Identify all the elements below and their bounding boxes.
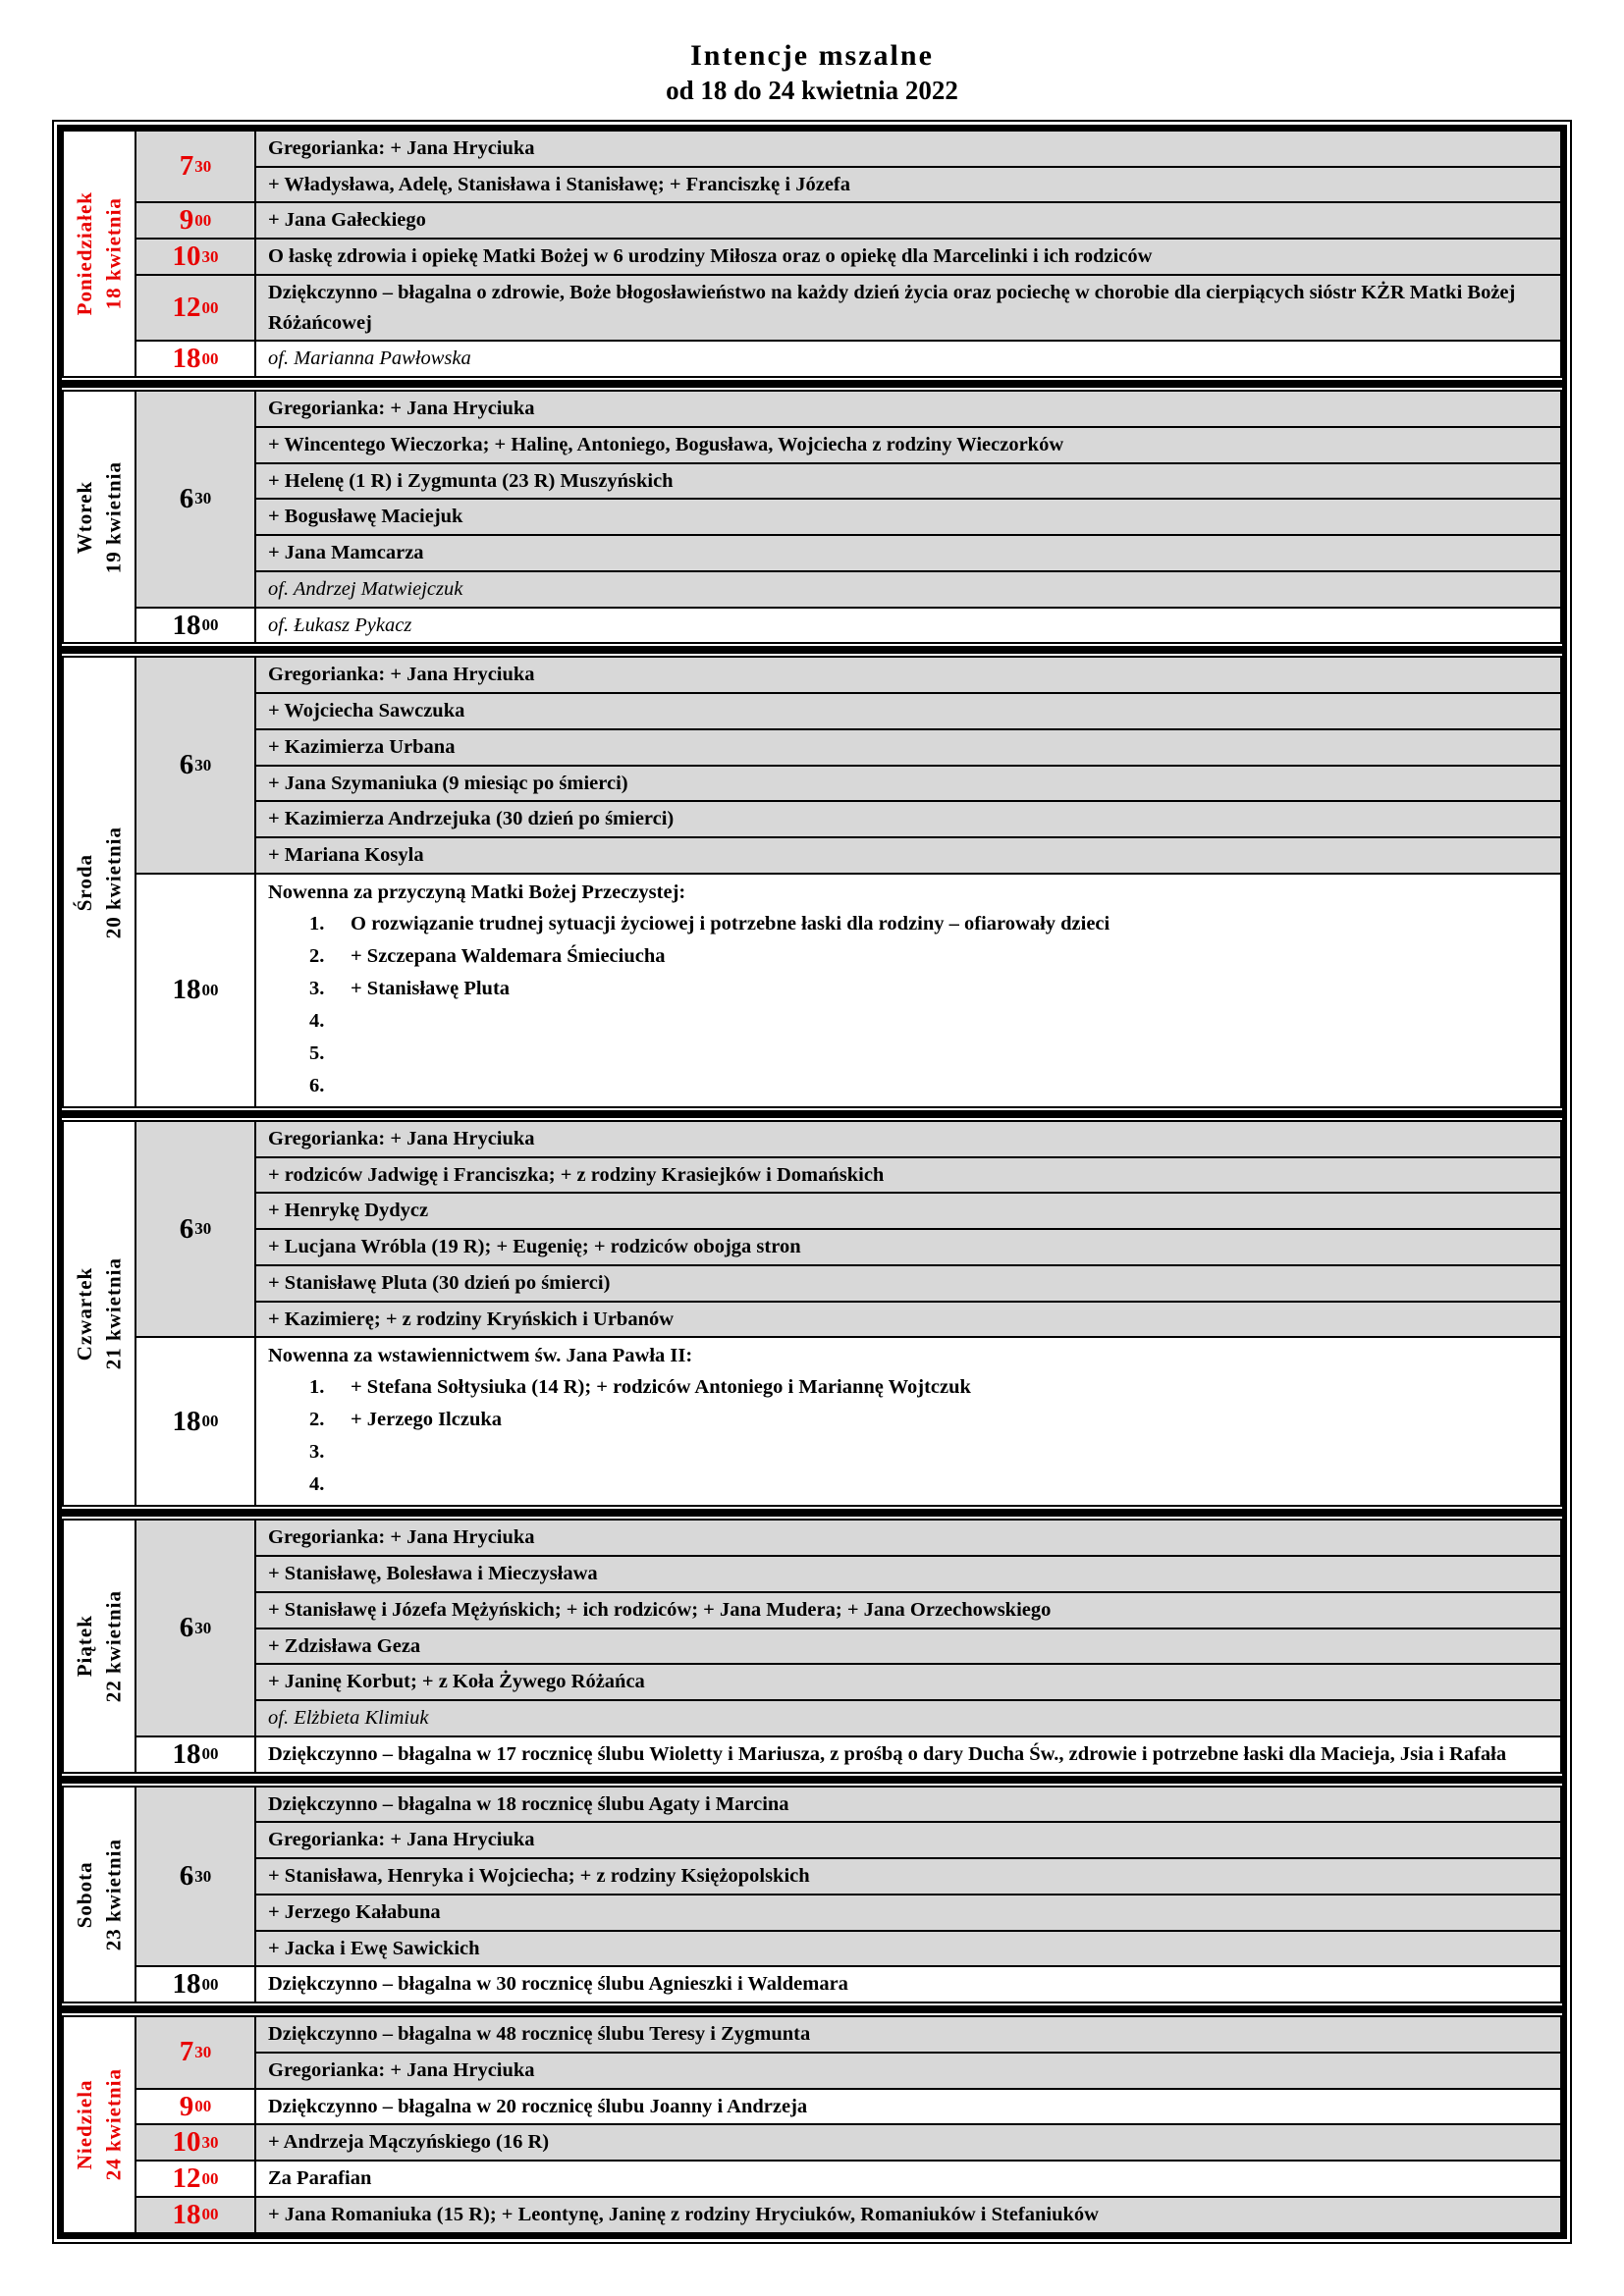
- intention-row: [256, 392, 1560, 426]
- time-cell: 18 00: [136, 1737, 254, 1772]
- day-section: [62, 1120, 1562, 1508]
- intention-row: [256, 1557, 1560, 1591]
- nowenna-cell: [256, 1338, 1560, 1505]
- intention-text: of. Łukasz Pykacz: [268, 614, 412, 636]
- day-section: [62, 2015, 1562, 2234]
- time-cell: 9 00: [136, 2090, 254, 2124]
- day-section: [62, 1786, 1562, 2004]
- section-separator: [62, 1509, 1562, 1517]
- entry-number: 1.: [309, 912, 325, 934]
- time-cell: 10 30: [136, 240, 254, 274]
- time-hours: 18: [172, 343, 201, 375]
- entry-text: + Stanisławę Pluta: [351, 977, 511, 999]
- time-cell: 6 30: [136, 1788, 254, 1966]
- intention-row: [256, 1701, 1560, 1735]
- intention-row: [256, 838, 1560, 873]
- intention-row: [256, 428, 1560, 462]
- time-hours: 10: [172, 2126, 201, 2159]
- intention-text: + Henrykę Dydycz: [268, 1200, 429, 1222]
- day-name: Sobota: [72, 1860, 96, 1928]
- intention-text: Za Parafian: [268, 2167, 372, 2190]
- day-cell: [64, 1122, 135, 1506]
- intention-text: Gregorianka: + Jana Hryciuka: [268, 1526, 535, 1549]
- intention-row: [256, 730, 1560, 765]
- intention-text: + Stanisławę i Józefa Mężyńskich; + ich rodziców; + Jana Mudera; + Jana Orzechowskiego: [268, 1598, 1052, 1621]
- entry-number: 1.: [309, 1376, 325, 1399]
- day-cell: [64, 658, 135, 1106]
- intention-text: Dziękczynno – błagalna w 20 rocznicę ślubu Joanny i Andrzeja: [268, 2095, 808, 2117]
- nowenna-entry: [309, 1071, 1548, 1103]
- time-cell: 7 30: [136, 2017, 254, 2088]
- intention-row: [256, 1932, 1560, 1966]
- section-separator: [62, 1110, 1562, 1118]
- intention-row: [256, 1593, 1560, 1628]
- nowenna-entry: [309, 1437, 1548, 1469]
- intention-text: + Jerzego Kałabuna: [268, 1900, 441, 1923]
- time-hours: 18: [172, 974, 201, 1006]
- intention-text: + Wincentego Wieczorka; + Halinę, Antoniego, Bogusława, Wojciecha z rodziny Wieczorków: [268, 433, 1064, 455]
- intention-row: [256, 1737, 1560, 1772]
- nowenna-entry: [309, 1469, 1548, 1502]
- intention-row: [256, 2090, 1560, 2124]
- intention-text: of. Marianna Pawłowska: [268, 347, 471, 370]
- time-hours: 9: [179, 2090, 194, 2122]
- intention-row: [256, 2125, 1560, 2160]
- intention-row: [256, 1158, 1560, 1193]
- intention-row: [256, 276, 1560, 341]
- intention-row: [256, 2162, 1560, 2196]
- time-hours: 9: [179, 204, 194, 237]
- intention-row: [256, 1521, 1560, 1555]
- time-hours: 18: [172, 1737, 201, 1770]
- intention-text: + Jana Mamcarza: [268, 542, 424, 564]
- time-hours: 6: [179, 482, 194, 514]
- day-section: [62, 1519, 1562, 1773]
- intention-text: + Jana Romaniuka (15 R); + Leontynę, Janinę z rodziny Hryciuków, Romaniuków i Stefaniuków: [268, 2203, 1099, 2225]
- intention-row: [256, 1266, 1560, 1301]
- intention-text: Gregorianka: + Jana Hryciuka: [268, 1127, 535, 1149]
- intention-row: [256, 2198, 1560, 2232]
- day-date: 24 kwietnia: [101, 2068, 125, 2181]
- intention-text: Dziękczynno – błagalna o zdrowie, Boże błogosławieństwo na każdy dzień życia oraz pociechę w chorobie dla cierpiących sióstr KŻR Matki Bożej Różańcowej: [268, 281, 1516, 334]
- entry-number: 3.: [309, 977, 325, 999]
- nowenna-entry: [309, 941, 1548, 974]
- time-cell: 6 30: [136, 1521, 254, 1735]
- day-name: Wtorek: [72, 480, 96, 554]
- nowenna-entry: [309, 1372, 1548, 1405]
- intention-row: [256, 240, 1560, 274]
- time-hours: 12: [172, 2163, 201, 2195]
- time-hours: 18: [172, 1405, 201, 1437]
- day-date: 20 kwietnia: [101, 826, 125, 938]
- intention-row: [256, 1859, 1560, 1894]
- intention-text: Gregorianka: + Jana Hryciuka: [268, 136, 535, 159]
- time-cell: 7 30: [136, 132, 254, 202]
- nowenna-title: Nowenna za wstawiennictwem św. Jana Pawła II:: [268, 1345, 693, 1367]
- entry-text: + Stefana Sołtysiuka (14 R); + rodziców Antoniego i Mariannę Wojtczuk: [351, 1376, 971, 1399]
- intention-row: [256, 658, 1560, 692]
- entry-number: 2.: [309, 944, 325, 967]
- intention-row: [256, 1665, 1560, 1699]
- intention-text: + Kazimierę; + z rodziny Kryńskich i Urbanów: [268, 1308, 675, 1330]
- nowenna-entry: [309, 909, 1548, 941]
- intention-row: [256, 2054, 1560, 2088]
- intention-text: Dziękczynno – błagalna w 48 rocznicę ślubu Teresy i Zygmunta: [268, 2023, 811, 2046]
- nowenna-cell: [256, 875, 1560, 1106]
- day-name: Poniedziałek: [72, 191, 96, 316]
- intention-text: + Bogusławę Maciejuk: [268, 506, 463, 528]
- time-hours: 6: [179, 1212, 194, 1245]
- intention-row: [256, 1896, 1560, 1930]
- day-cell: [64, 1521, 135, 1771]
- intention-text: O łaskę zdrowia i opiekę Matki Bożej w 6 urodziny Miłosza oraz o opiekę dla Marcelinki i ich rodziców: [268, 245, 1153, 268]
- time-hours: 7: [179, 150, 194, 183]
- time-hours: 6: [179, 1612, 194, 1644]
- day-section: [62, 130, 1562, 378]
- intention-text: Gregorianka: + Jana Hryciuka: [268, 664, 535, 686]
- intention-text: + Zdzisława Geza: [268, 1634, 421, 1657]
- day-cell: [64, 132, 135, 376]
- intention-text: + Kazimierza Andrzejuka (30 dzień po śmierci): [268, 808, 675, 830]
- time-hours: 10: [172, 240, 201, 273]
- entry-number: 5.: [309, 1041, 325, 1064]
- day-date: 23 kwietnia: [101, 1838, 125, 1951]
- document-header: [0, 37, 1624, 106]
- time-hours: 18: [172, 1968, 201, 2001]
- day-label: [71, 2068, 129, 2180]
- time-hours: 12: [172, 292, 201, 324]
- intention-row: [256, 500, 1560, 534]
- intention-row: [256, 536, 1560, 570]
- intention-text: + Władysława, Adelę, Stanisława i Stanisławę; + Franciszkę i Józefa: [268, 173, 850, 195]
- day-section: [62, 390, 1562, 644]
- intention-text: Dziękczynno – błagalna w 18 rocznicę ślubu Agaty i Marcina: [268, 1792, 789, 1815]
- entry-text: O rozwiązanie trudnej sytuacji życiowej i potrzebne łaski dla rodziny – ofiarowały dzieci: [351, 912, 1110, 934]
- time-cell: 12 00: [136, 276, 254, 341]
- time-cell: 18 00: [136, 342, 254, 376]
- day-label: [71, 191, 129, 315]
- intention-row: [256, 572, 1560, 607]
- entry-number: 2.: [309, 1409, 325, 1431]
- intention-text: + Stanisławę, Bolesława i Mieczysława: [268, 1563, 598, 1585]
- day-date: 19 kwietnia: [101, 460, 125, 573]
- schedule-table-frame: [52, 120, 1572, 2244]
- nowenna-entry: [309, 1006, 1548, 1039]
- day-name: Środa: [72, 853, 96, 911]
- intention-row: [256, 802, 1560, 836]
- page-title: Intencje mszalne: [690, 39, 934, 72]
- intention-row: [256, 1194, 1560, 1228]
- intention-row: [256, 1629, 1560, 1664]
- day-name: Piątek: [72, 1615, 96, 1678]
- day-name: Czwartek: [72, 1266, 96, 1361]
- intention-row: [256, 1788, 1560, 1822]
- day-cell: [64, 1788, 135, 2002]
- entry-number: 3.: [309, 1441, 325, 1464]
- section-separator: [62, 646, 1562, 654]
- intention-text: + rodziców Jadwigę i Franciszka; + z rodziny Krasiejków i Domańskich: [268, 1163, 885, 1186]
- schedule-table: [57, 125, 1567, 2239]
- time-hours: 6: [179, 749, 194, 781]
- time-cell: 6 30: [136, 658, 254, 873]
- entry-text: + Szczepana Waldemara Śmieciucha: [351, 944, 666, 967]
- intention-row: [256, 168, 1560, 202]
- entry-number: 6.: [309, 1074, 325, 1096]
- page-subtitle: od 18 do 24 kwietnia 2022: [666, 75, 958, 105]
- intention-row: [256, 1823, 1560, 1857]
- intention-row: [256, 1122, 1560, 1156]
- intention-row: [256, 694, 1560, 728]
- nowenna-entry: [309, 1405, 1548, 1437]
- time-cell: 12 00: [136, 2162, 254, 2196]
- intention-text: + Andrzeja Mączyńskiego (16 R): [268, 2131, 550, 2154]
- time-cell: 9 00: [136, 203, 254, 238]
- time-cell: 18 00: [136, 875, 254, 1106]
- intention-row: [256, 609, 1560, 643]
- day-date: 21 kwietnia: [101, 1257, 125, 1370]
- time-cell: 18 00: [136, 1338, 254, 1505]
- intention-row: [256, 464, 1560, 499]
- intention-text: Dziękczynno – błagalna w 30 rocznicę ślubu Agnieszki i Waldemara: [268, 1973, 848, 1996]
- section-separator: [62, 2005, 1562, 2013]
- intention-row: [256, 132, 1560, 166]
- intention-text: + Stanisława, Henryka i Wojciecha; + z rodziny Księżopolskich: [268, 1865, 810, 1888]
- time-hours: 7: [179, 2036, 194, 2068]
- intention-text: of. Elżbieta Klimiuk: [268, 1707, 429, 1730]
- time-cell: 6 30: [136, 1122, 254, 1337]
- intention-row: [256, 1967, 1560, 2002]
- intention-text: + Jana Szymaniuka (9 miesiąc po śmierci): [268, 772, 628, 794]
- intention-text: Gregorianka: + Jana Hryciuka: [268, 2058, 535, 2081]
- time-cell: 6 30: [136, 392, 254, 607]
- intention-text: Gregorianka: + Jana Hryciuka: [268, 1829, 535, 1851]
- time-cell: 18 00: [136, 2198, 254, 2232]
- time-cell: 10 30: [136, 2125, 254, 2160]
- intention-text: of. Andrzej Matwiejczuk: [268, 577, 463, 600]
- intention-text: + Lucjana Wróbla (19 R); + Eugenię; + rodziców obojga stron: [268, 1236, 801, 1258]
- intention-row: [256, 2017, 1560, 2052]
- day-label: [71, 461, 129, 573]
- time-hours: 18: [172, 609, 201, 641]
- intention-row: [256, 203, 1560, 238]
- intention-text: + Jacka i Ewę Sawickich: [268, 1937, 480, 1959]
- entry-number: 4.: [309, 1473, 325, 1496]
- day-cell: [64, 2017, 135, 2232]
- intention-text: + Kazimierza Urbana: [268, 735, 456, 758]
- time-cell: 18 00: [136, 609, 254, 643]
- intention-text: Gregorianka: + Jana Hryciuka: [268, 398, 535, 420]
- section-separator: [62, 380, 1562, 388]
- day-section: [62, 656, 1562, 1108]
- intention-row: [256, 342, 1560, 376]
- day-date: 22 kwietnia: [101, 1589, 125, 1703]
- day-date: 18 kwietnia: [101, 197, 125, 310]
- entry-text: + Jerzego Ilczuka: [351, 1409, 503, 1431]
- intention-text: + Wojciecha Sawczuka: [268, 700, 465, 722]
- time-cell: 18 00: [136, 1967, 254, 2002]
- intention-text: + Mariana Kosyla: [268, 844, 424, 867]
- intention-row: [256, 1303, 1560, 1337]
- day-label: [71, 1257, 129, 1369]
- intention-row: [256, 767, 1560, 801]
- intention-row: [256, 1230, 1560, 1264]
- intention-text: Dziękczynno – błagalna w 17 rocznicę ślubu Wioletty i Mariusza, z prośbą o dary Ducha Św., zdrowie i potrzebne łaski dla Macieja, Jsia i Rafała: [268, 1742, 1507, 1765]
- day-cell: [64, 392, 135, 642]
- nowenna-entry: [309, 974, 1548, 1006]
- intention-text: + Stanisławę Pluta (30 dzień po śmierci): [268, 1271, 611, 1294]
- day-label: [71, 827, 129, 938]
- time-hours: 6: [179, 1860, 194, 1893]
- intention-text: + Janinę Korbut; + z Koła Żywego Różańca: [268, 1671, 645, 1693]
- nowenna-title: Nowenna za przyczyną Matki Bożej Przeczystej:: [268, 881, 686, 903]
- intention-text: + Helenę (1 R) i Zygmunta (23 R) Muszyńskich: [268, 469, 674, 492]
- day-label: [71, 1839, 129, 1950]
- section-separator: [62, 1776, 1562, 1784]
- intention-text: + Jana Gałeckiego: [268, 209, 426, 232]
- nowenna-entry: [309, 1039, 1548, 1071]
- day-name: Niedziela: [72, 2079, 96, 2170]
- time-hours: 18: [172, 2198, 201, 2230]
- entry-number: 4.: [309, 1009, 325, 1032]
- day-label: [71, 1590, 129, 1702]
